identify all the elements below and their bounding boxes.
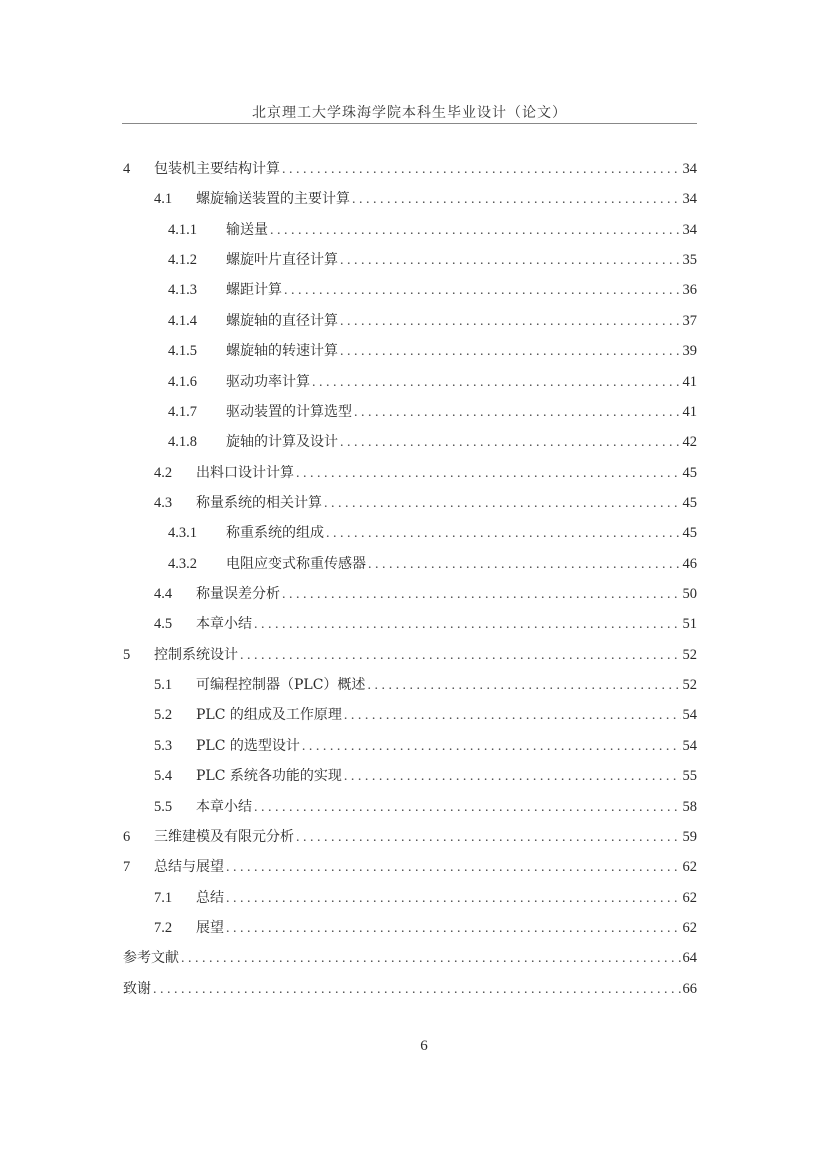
toc-entry-page: 41 bbox=[682, 403, 697, 420]
toc-entry[interactable] bbox=[123, 249, 697, 279]
toc-entry-title: 驱动功率计算 bbox=[226, 373, 310, 390]
toc-entry-title: 参考文献 bbox=[123, 950, 179, 967]
toc-entry-page: 59 bbox=[682, 828, 697, 845]
toc-entry[interactable] bbox=[123, 826, 697, 856]
toc-entry-number: 6 bbox=[123, 828, 131, 845]
toc-entry-number: 4.1.4 bbox=[168, 312, 197, 329]
toc-leader-dots bbox=[296, 463, 681, 485]
toc-entry-title: 输送量 bbox=[226, 221, 268, 238]
toc-entry-title: 驱动装置的计算选型 bbox=[226, 403, 352, 420]
toc-entry-page: 62 bbox=[682, 889, 697, 906]
toc-entry-number: 4.4 bbox=[154, 586, 173, 603]
page-header: 北京理工大学珠海学院本科生毕业设计（论文） bbox=[252, 105, 567, 121]
toc-entry[interactable] bbox=[123, 947, 697, 977]
toc-leader-dots bbox=[226, 857, 681, 879]
toc-entry[interactable] bbox=[123, 279, 697, 309]
toc-entry-title: 包装机主要结构计算 bbox=[154, 161, 280, 177]
toc-leader-dots bbox=[344, 705, 681, 727]
toc-entry-number: 4.5 bbox=[154, 616, 173, 633]
toc-entry[interactable] bbox=[123, 704, 697, 734]
toc-entry-number: 5.2 bbox=[154, 707, 173, 724]
toc-entry-title: 电阻应变式称重传感器 bbox=[226, 555, 366, 572]
toc-entry-title: 出料口设计计算 bbox=[196, 464, 294, 481]
toc-entry-page: 34 bbox=[682, 191, 697, 208]
toc-entry[interactable] bbox=[123, 158, 697, 188]
toc-entry-number: 5.1 bbox=[154, 677, 173, 694]
toc-entry-page: 42 bbox=[682, 434, 697, 451]
toc-entry[interactable] bbox=[123, 796, 697, 826]
toc-leader-dots bbox=[302, 736, 681, 758]
toc-entry-title: 螺旋轴的转速计算 bbox=[226, 343, 338, 360]
toc-entry-title: 展望 bbox=[196, 919, 224, 936]
toc-entry-number: 4.1 bbox=[154, 191, 173, 208]
toc-entry-number: 7.1 bbox=[154, 889, 173, 906]
toc-entry-number: 4.3.1 bbox=[168, 525, 197, 542]
toc-entry-page: 45 bbox=[682, 494, 697, 511]
toc-entry[interactable] bbox=[123, 553, 697, 583]
toc-entry-page: 52 bbox=[682, 646, 697, 663]
toc-entry-number: 4.1.2 bbox=[168, 252, 197, 269]
toc-entry-page: 36 bbox=[682, 282, 697, 299]
toc-leader-dots bbox=[153, 979, 681, 1001]
toc-leader-dots bbox=[354, 402, 681, 424]
toc-entry-title: PLC 的组成及工作原理 bbox=[196, 707, 342, 724]
toc-entry-page: 45 bbox=[682, 464, 697, 481]
toc-entry[interactable] bbox=[123, 431, 697, 461]
toc-entry[interactable] bbox=[123, 917, 697, 947]
toc-entry-page: 62 bbox=[682, 919, 697, 936]
header-rule bbox=[122, 123, 697, 124]
toc-entry-page: 66 bbox=[682, 980, 697, 997]
toc-entry-number: 7.2 bbox=[154, 919, 173, 936]
toc-leader-dots bbox=[282, 584, 681, 606]
toc-leader-dots bbox=[326, 523, 681, 545]
toc-entry-page: 58 bbox=[682, 798, 697, 815]
toc-entry-number: 4 bbox=[123, 161, 131, 177]
toc-entry-title: PLC 的选型设计 bbox=[196, 737, 300, 754]
toc-leader-dots bbox=[312, 372, 681, 394]
toc-leader-dots bbox=[340, 250, 681, 272]
toc-leader-dots bbox=[324, 493, 681, 515]
toc-entry-page: 51 bbox=[682, 616, 697, 633]
toc-entry[interactable] bbox=[123, 613, 697, 643]
toc-leader-dots bbox=[340, 432, 681, 454]
toc-entry-number: 5.5 bbox=[154, 798, 173, 815]
toc-leader-dots bbox=[254, 614, 681, 636]
toc-leader-dots bbox=[340, 341, 681, 363]
toc-entry[interactable] bbox=[123, 371, 697, 401]
toc-entry[interactable] bbox=[123, 583, 697, 613]
toc-entry-title: 称重系统的组成 bbox=[226, 525, 324, 542]
toc-entry[interactable] bbox=[123, 887, 697, 917]
toc-entry[interactable] bbox=[123, 492, 697, 522]
toc-entry-number: 4.1.8 bbox=[168, 434, 197, 451]
toc-entry-number: 5.3 bbox=[154, 737, 173, 754]
toc-leader-dots bbox=[181, 948, 681, 970]
toc-entry[interactable] bbox=[123, 644, 697, 674]
toc-entry-number: 5 bbox=[123, 646, 131, 663]
toc-entry-page: 50 bbox=[682, 586, 697, 603]
toc-leader-dots bbox=[284, 280, 681, 302]
toc-entry-title: 本章小结 bbox=[196, 798, 252, 815]
toc-entry-page: 34 bbox=[682, 221, 697, 238]
toc-entry-page: 46 bbox=[682, 555, 697, 572]
toc-entry-page: 55 bbox=[682, 768, 697, 785]
toc-entry[interactable] bbox=[123, 310, 697, 340]
toc-entry-title: 控制系统设计 bbox=[154, 646, 238, 663]
toc-entry[interactable] bbox=[123, 219, 697, 249]
toc-entry-title: 总结 bbox=[196, 889, 224, 906]
toc-entry-page: 45 bbox=[682, 525, 697, 542]
toc-entry-number: 4.3.2 bbox=[168, 555, 197, 572]
toc-entry-title: 螺旋轴的直径计算 bbox=[226, 312, 338, 329]
toc-entry-title: 总结与展望 bbox=[154, 859, 224, 876]
toc-leader-dots bbox=[226, 888, 681, 910]
toc-leader-dots bbox=[296, 827, 681, 849]
toc-entry-page: 54 bbox=[682, 707, 697, 724]
toc-entry[interactable] bbox=[123, 856, 697, 886]
toc-entry-number: 4.1.3 bbox=[168, 282, 197, 299]
toc-entry-title: 旋轴的计算及设计 bbox=[226, 434, 338, 451]
toc-entry-page: 52 bbox=[682, 677, 697, 694]
toc-leader-dots bbox=[282, 159, 681, 181]
toc-leader-dots bbox=[352, 189, 681, 211]
toc-leader-dots bbox=[368, 554, 681, 576]
toc-entry-page: 35 bbox=[682, 252, 697, 269]
toc-leader-dots bbox=[270, 220, 681, 242]
toc-entry[interactable] bbox=[123, 340, 697, 370]
toc-entry-title: 螺距计算 bbox=[226, 282, 282, 299]
toc-leader-dots bbox=[226, 918, 681, 940]
toc-entry[interactable] bbox=[123, 401, 697, 431]
toc-entry[interactable] bbox=[123, 674, 697, 704]
table-of-contents bbox=[123, 158, 697, 1008]
toc-entry-number: 7 bbox=[123, 859, 131, 876]
toc-entry[interactable] bbox=[123, 522, 697, 552]
toc-entry-number: 4.1.1 bbox=[168, 221, 197, 238]
toc-entry-page: 64 bbox=[682, 950, 697, 967]
toc-entry-number: 4.1.6 bbox=[168, 373, 197, 390]
toc-entry-title: 致谢 bbox=[123, 980, 151, 997]
toc-entry-title: 三维建模及有限元分析 bbox=[154, 828, 294, 845]
toc-entry[interactable] bbox=[123, 188, 697, 218]
toc-leader-dots bbox=[340, 311, 681, 333]
toc-entry-page: 41 bbox=[682, 373, 697, 390]
toc-entry-title: 可编程控制器（PLC）概述 bbox=[196, 677, 366, 694]
toc-entry[interactable] bbox=[123, 462, 697, 492]
toc-leader-dots bbox=[344, 766, 681, 788]
toc-entry[interactable] bbox=[123, 978, 697, 1008]
toc-entry[interactable] bbox=[123, 765, 697, 795]
toc-entry-title: 螺旋叶片直径计算 bbox=[226, 252, 338, 269]
toc-entry[interactable] bbox=[123, 735, 697, 765]
toc-leader-dots bbox=[254, 797, 681, 819]
toc-entry-page: 34 bbox=[682, 161, 697, 177]
toc-entry-title: 称量误差分析 bbox=[196, 586, 280, 603]
toc-leader-dots bbox=[240, 645, 681, 667]
page-number: 6 bbox=[420, 1038, 428, 1054]
toc-entry-page: 39 bbox=[682, 343, 697, 360]
toc-entry-page: 62 bbox=[682, 859, 697, 876]
toc-entry-number: 4.3 bbox=[154, 494, 173, 511]
toc-entry-title: PLC 系统各功能的实现 bbox=[196, 768, 342, 785]
toc-entry-title: 称量系统的相关计算 bbox=[196, 494, 322, 511]
toc-leader-dots bbox=[367, 675, 680, 697]
toc-entry-number: 4.1.7 bbox=[168, 403, 197, 420]
toc-entry-number: 4.1.5 bbox=[168, 343, 197, 360]
toc-entry-number: 5.4 bbox=[154, 768, 173, 785]
toc-entry-page: 37 bbox=[682, 312, 697, 329]
toc-entry-title: 螺旋输送装置的主要计算 bbox=[196, 191, 350, 208]
toc-entry-page: 54 bbox=[682, 737, 697, 754]
toc-entry-number: 4.2 bbox=[154, 464, 173, 481]
toc-entry-title: 本章小结 bbox=[196, 616, 252, 633]
